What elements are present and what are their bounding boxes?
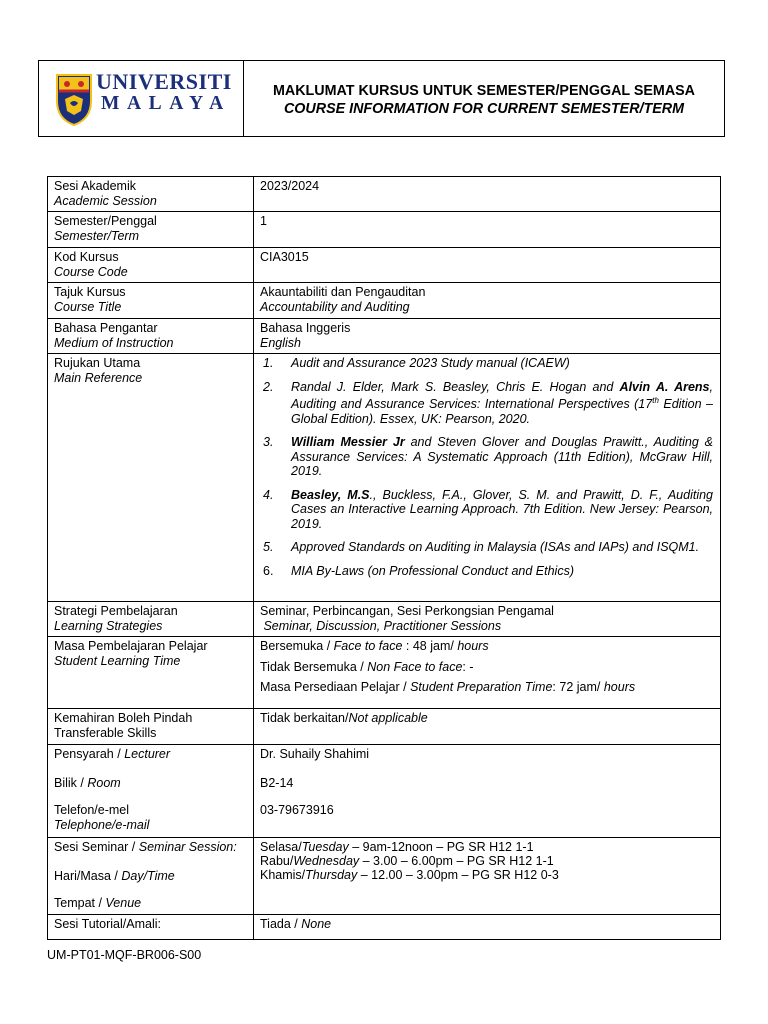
label-english: Academic Session <box>54 193 157 208</box>
row-course-code <box>48 248 721 283</box>
label-malay: Bahasa Pengantar <box>54 321 158 335</box>
face-to-face-hours: Bersemuka / Face to face : 48 jam/ hours <box>260 639 489 653</box>
label-english: Course Code <box>54 264 128 279</box>
row-academic-session <box>48 177 721 212</box>
value-cell <box>254 637 721 709</box>
value-cell <box>254 248 721 283</box>
label-malay: Kemahiran Boleh Pindah <box>54 711 193 725</box>
strategy-english: Seminar, Discussion, Practitioner Sessions <box>260 618 502 633</box>
row-semester <box>48 212 721 248</box>
list-item: 4. Beasley, M.S., Buckless, F.A., Glover, S. M. and Prawitt, D. F., Auditing Cases an Interactive Learning Approach. 7th Edition. New Jersey: Pearson, 2019. <box>263 487 714 531</box>
logo-wordmark-line2: MALAYA <box>101 93 231 114</box>
skills-value: Tidak berkaitan/Not applicable <box>260 711 428 725</box>
row-medium <box>48 319 721 354</box>
row-lecturer <box>48 745 721 838</box>
document-header <box>38 60 725 137</box>
row-seminar-session <box>48 838 721 915</box>
phone-label-english: Telephone/e-mail <box>54 817 150 832</box>
course-title-malay: Akauntabiliti dan Pengauditan <box>260 285 426 299</box>
label-cell <box>48 319 254 354</box>
lecturer-label: Pensyarah / Lecturer <box>54 747 171 761</box>
university-crest-icon <box>53 71 95 127</box>
label-malay: Rujukan Utama <box>54 356 141 370</box>
strategy-malay: Seminar, Perbincangan, Sesi Perkongsian Pengamal <box>260 604 554 618</box>
value-cell <box>254 354 721 602</box>
label-malay: Kod Kursus <box>54 250 119 264</box>
medium-malay: Bahasa Inggeris <box>260 321 351 335</box>
value-cell <box>254 602 721 637</box>
academic-session-value: 2023/2024 <box>260 179 320 193</box>
list-item: 5. Approved Standards on Auditing in Malaysia (ISAs and IAPs) and ISQM1. <box>263 540 700 555</box>
value-cell <box>254 283 721 319</box>
label-cell <box>48 838 254 915</box>
document-title-malay: MAKLUMAT KURSUS UNTUK SEMESTER/PENGGAL SEMASA <box>272 82 696 99</box>
value-cell <box>254 915 721 940</box>
room-label: Bilik / Room <box>54 775 121 790</box>
label-english: Transferable Skills <box>54 725 157 740</box>
course-code-value: CIA3015 <box>260 250 309 264</box>
value-cell <box>254 745 721 838</box>
phone-label-malay: Telefon/e-mel <box>54 803 130 817</box>
value-cell <box>254 838 721 915</box>
label-cell <box>48 709 254 745</box>
non-face-to-face-hours: Tidak Bersemuka / Non Face to face: - <box>260 659 474 674</box>
row-main-reference <box>48 354 721 602</box>
label-english: Semester/Term <box>54 228 139 243</box>
venue-label: Tempat / Venue <box>54 896 142 910</box>
label-malay: Masa Pembelajaran Pelajar <box>54 639 208 653</box>
seminar-label: Sesi Seminar / Seminar Session: <box>54 840 237 854</box>
room-value: B2-14 <box>260 775 294 790</box>
list-item: 3. William Messier Jr and Steven Glover and Douglas Prawitt., Auditing & Assurance Services: A Systematic Approach (11th Edition), McGraw Hill, 2019. <box>263 435 713 479</box>
label-cell <box>48 354 254 602</box>
label-cell <box>48 283 254 319</box>
row-transferable-skills <box>48 709 721 745</box>
label-english: Student Learning Time <box>54 653 181 668</box>
label-malay: Tajuk Kursus <box>54 285 126 299</box>
course-title-english: Accountability and Auditing <box>260 299 410 314</box>
label-malay: Sesi Akademik <box>54 179 136 193</box>
course-info-table <box>47 176 721 940</box>
form-code-footer: UM-PT01-MQF-BR006-S00 <box>47 948 202 962</box>
medium-english: English <box>260 335 301 350</box>
logo-cell <box>39 61 244 136</box>
preparation-hours: Masa Persediaan Pelajar / Student Preparation Time: 72 jam/ hours <box>260 680 636 694</box>
row-learning-strategies <box>48 602 721 637</box>
seminar-line: Selasa/Tuesday – 9am-12noon – PG SR H12 1-1 <box>260 840 534 854</box>
reference-list <box>263 356 713 578</box>
label-cell <box>48 637 254 709</box>
row-course-title <box>48 283 721 319</box>
seminar-line: Rabu/Wednesday – 3.00 – 6.00pm – PG SR H12 1-1 <box>260 854 554 868</box>
semester-value: 1 <box>260 214 267 228</box>
value-cell <box>254 709 721 745</box>
label-cell <box>48 602 254 637</box>
day-time-label: Hari/Masa / Day/Time <box>54 868 175 883</box>
seminar-line: Khamis/Thursday – 12.00 – 3.00pm – PG SR H12 0-3 <box>260 868 559 882</box>
list-item: 6. MIA By-Laws (on Professional Conduct and Ethics) <box>263 563 574 578</box>
list-item: 2. Randal J. Elder, Mark S. Beasley, Chris E. Hogan and Alvin A. Arens, Auditing and Assurance Services: International Perspectives (17th Edition – Global Edition). Essex, UK: Pearson, 2020. <box>263 379 713 426</box>
value-cell <box>254 319 721 354</box>
value-cell <box>254 177 721 212</box>
logo-wordmark-line1: UNIVERSITI <box>96 69 232 94</box>
label-english: Learning Strategies <box>54 618 163 633</box>
label-english: Course Title <box>54 299 122 314</box>
label-cell <box>48 915 254 940</box>
title-cell <box>244 61 724 136</box>
row-student-learning-time <box>48 637 721 709</box>
list-item: 1. Audit and Assurance 2023 Study manual (ICAEW) <box>263 356 570 370</box>
tutorial-value: Tiada / None <box>260 917 332 931</box>
label-english: Main Reference <box>54 370 143 385</box>
document-title-english: COURSE INFORMATION FOR CURRENT SEMESTER/TERM <box>283 100 685 117</box>
label-cell <box>48 745 254 838</box>
label-cell <box>48 212 254 248</box>
label-cell <box>48 248 254 283</box>
label-malay: Strategi Pembelajaran <box>54 604 178 618</box>
tutorial-label: Sesi Tutorial/Amali: <box>54 917 161 931</box>
label-cell <box>48 177 254 212</box>
label-malay: Semester/Penggal <box>54 214 157 228</box>
value-cell <box>254 212 721 248</box>
label-english: Medium of Instruction <box>54 335 174 350</box>
lecturer-name: Dr. Suhaily Shahimi <box>260 747 370 761</box>
row-tutorial-session <box>48 915 721 940</box>
phone-value: 03-79673916 <box>260 803 334 817</box>
